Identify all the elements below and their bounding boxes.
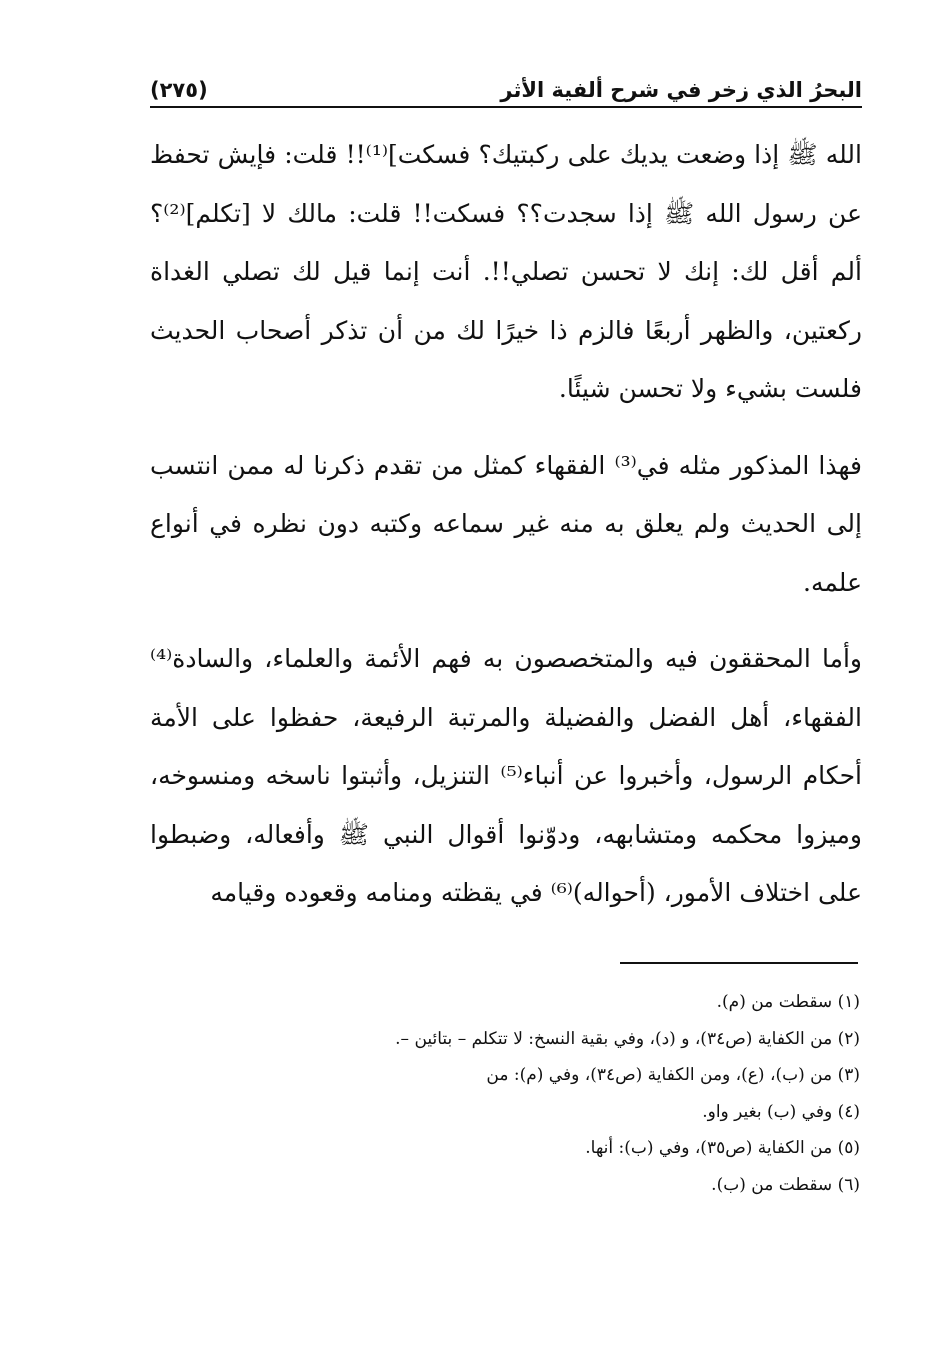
book-title: البحرُ الذي زخر في شرح ألفية الأثر [500, 78, 862, 102]
running-header [150, 62, 862, 102]
paragraph-2: فهذا المذكور مثله في⁽³⁾ الفقهاء كمثل من تقدم ذكرنا له ممن انتسب إلى الحديث ولم يعلق به منه غير سماعه وكتبه دون نظره في أنواع علمه. [150, 450, 862, 597]
paragraph-3: وأما المحققون فيه والمتخصصون به فهم الأئمة والعلماء، والسادة⁽⁴⁾ الفقهاء، أهل الفضل والفضيلة والمرتبة الرفيعة، حفظوا على الأمة أحكام الرسول، وأخبروا عن أنباء⁽⁵⁾ التنزيل، وأثبتوا ناسخه ومنسوخه، وميزوا محكمه ومتشابهه، ودوّنوا أقوال النبي ﷺ وأفعاله، وضبطوا على اختلاف الأمور، (أحواله)⁽⁶⁾ في يقظته ومنامه وقعوده وقيامه [150, 644, 862, 907]
header-rule [150, 106, 862, 108]
footnote-rule [620, 962, 858, 964]
main-text [150, 126, 862, 923]
footnote-4: (٤) وفي (ب) بغير واو. [702, 1101, 860, 1122]
footnotes [150, 984, 860, 1204]
page-number: (٢٧٥) [150, 78, 208, 102]
footnote-5: (٥) من الكفاية (ص٣٥)، وفي (ب): أنها. [585, 1138, 860, 1159]
footnote-2: (٢) من الكفاية (ص٣٤)، و (د)، وفي بقية النسخ: لا تتكلم – بتائين –. [395, 1028, 860, 1049]
footnote-6: (٦) سقطت من (ب). [711, 1174, 860, 1195]
footnote-1: (١) سقطت من (م). [716, 992, 860, 1012]
footnote-3: (٣) من (ب)، (ع)، ومن الكفاية (ص٣٤)، وفي (م): من [486, 1065, 860, 1086]
paragraph-1: الله ﷺ إذا وضعت يديك على ركبتيك؟ فسكت]⁽¹⁾!! قلت: فإيش تحفظ عن رسول الله ﷺ إذا سجدت؟؟ فسكت!! قلت: مالك لا [تكلم]⁽²⁾؟ ألم أقل لك: إنك لا تحسن تصلي!!. أنت إنما قيل لك تصلي الغداة ركعتين، والظهر أربعًا فالزم ذا خيرًا لك من أن تذكر أصحاب الحديث فلست بشيء ولا تحسن شيئًا. [150, 140, 862, 403]
